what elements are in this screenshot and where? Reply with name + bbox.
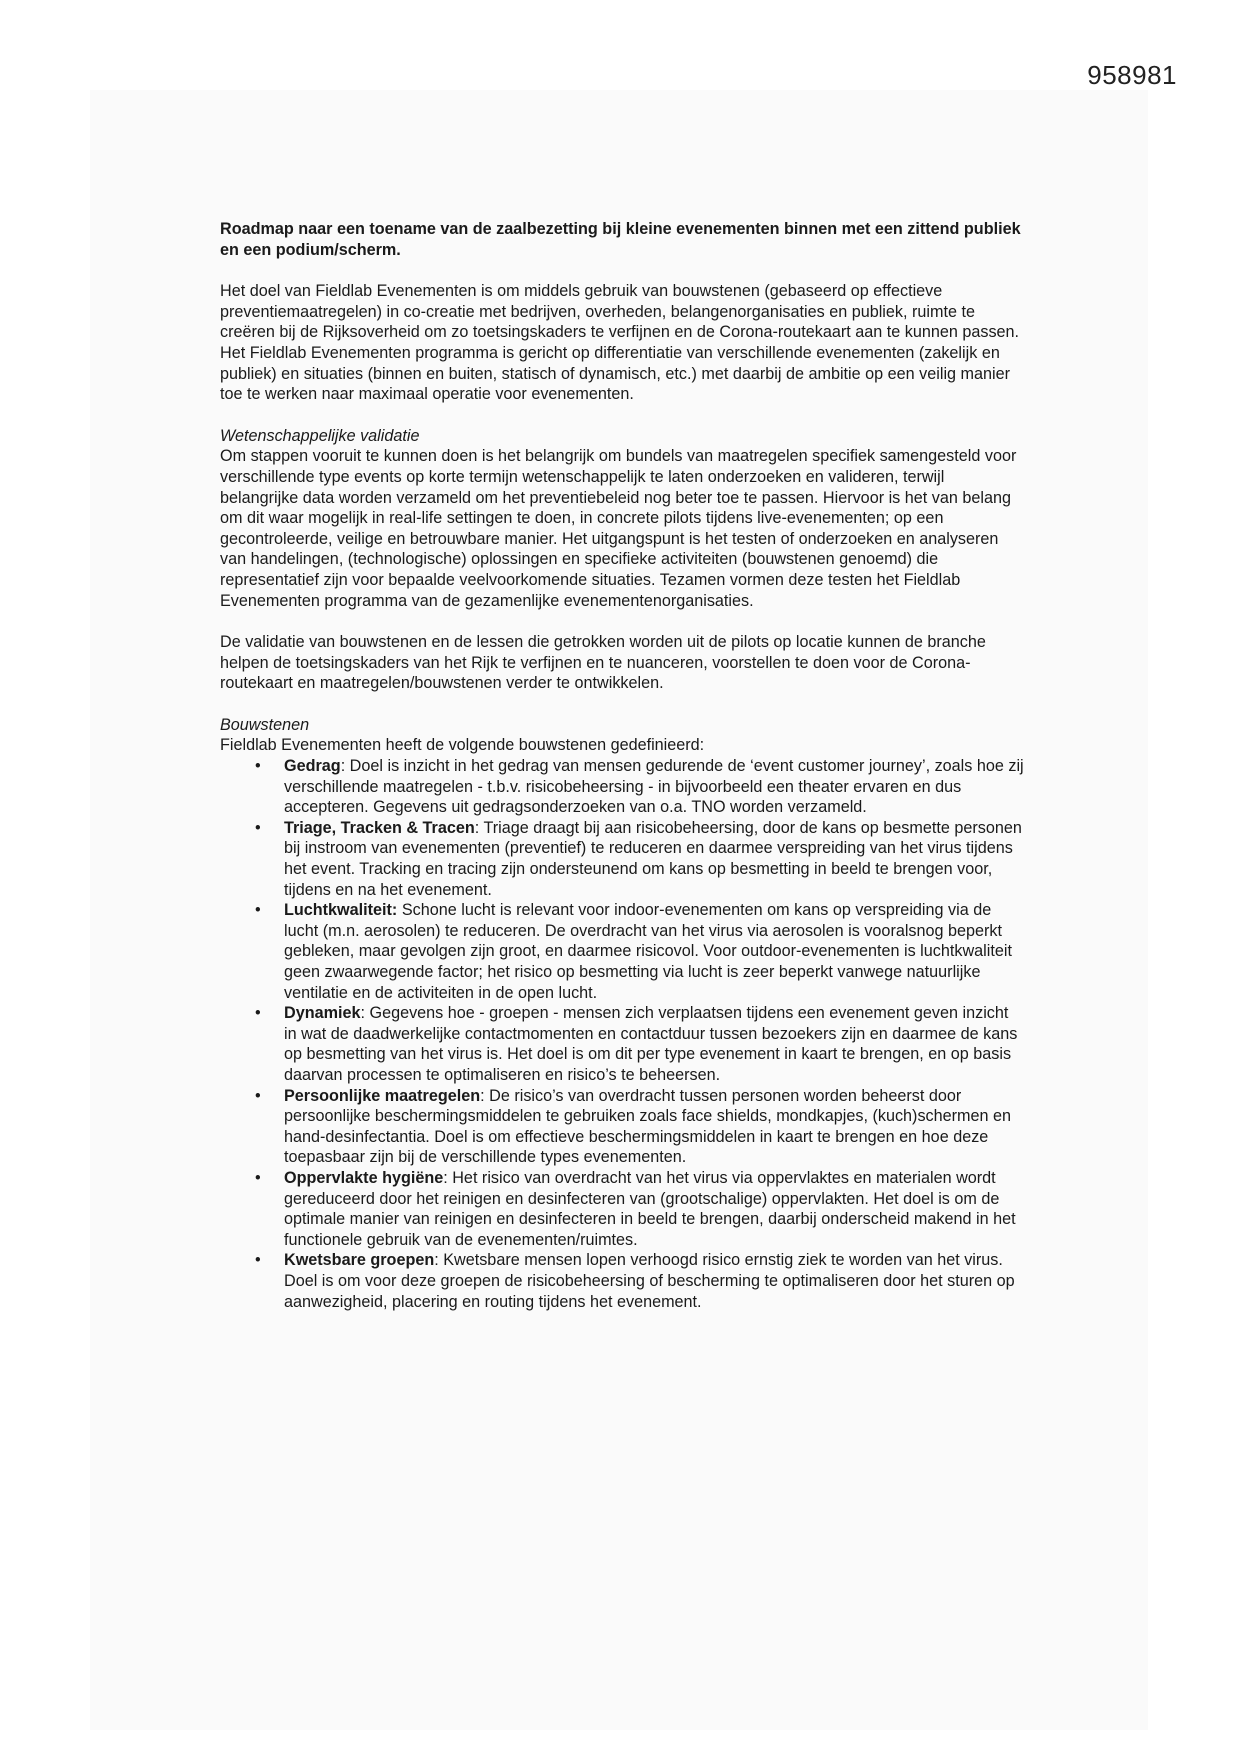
list-item-term: Luchtkwaliteit:	[284, 901, 398, 920]
list-item-term: Persoonlijke maatregelen	[284, 1086, 481, 1105]
building-blocks-heading: Bouwstenen	[220, 715, 310, 734]
list-item-text: : Doel is inzicht in het gedrag van mensen gedurende de ‘event customer journey’, zoals hoe zij verschillende maatregelen - t.b.v. risicobeheersing - in bijvoorbeeld een theater ervaren en dus accepteren. Gegevens uit gedragsonderzoeken van o.a. TNO worden verzameld.	[284, 757, 1024, 817]
validation-paragraph-1: Om stappen vooruit te kunnen doen is het belangrijk om bundels van maatregelen specifiek samengesteld voor verschillende type events op korte termijn wetenschappelijk te laten onderzoeken en valideren, terwijl belangrijke data worden verzameld om het preventiebeleid nog beter toe te passen. Hiervoor is het van belang om dit waar mogelijk in real-life settingen te doen, in concrete pilots tijdens live-evenementen; op een gecontroleerde, veilige en betrouwbare manier. Het uitgangspunt is het testen of onderzoeken en analyseren van handelingen, (technologische) oplossingen en specifieke activiteiten (bouwstenen genoemd) die representatief zijn voor bepaalde veelvoorkomende situaties. Tezamen vormen deze testen het Fieldlab Evenementen programma van de gezamenlijke evenementenorganisaties.	[220, 447, 1017, 610]
bullet-icon: •	[255, 818, 261, 837]
list-item-term: Oppervlakte hygiëne	[284, 1168, 444, 1187]
list-item-text: : Triage draagt bij aan risicobeheersing, door de kans op besmette personen bij instroom van evenementen (preventief) te reduceren en daarmee verspreiding van het virus tijdens het event. Tracking en tracing zijn ondersteunend om kans op besmetting in beeld te brengen voor, tijdens en na het evenement.	[284, 818, 1022, 899]
list-item-oppervlakte-hygiene	[220, 1168, 1025, 1250]
document-number: 958981	[1087, 60, 1177, 90]
list-item-text: : Het risico van overdracht van het virus via oppervlaktes en materialen wordt gereduceerd door het reinigen en desinfecteren van (grootschalige) oppervlakten. Het doel is om de optimale manier van reinigen en desinfecteren in beeld te brengen, daarbij onderscheid makend in het functionele gebruik van de evenementen/ruimtes.	[284, 1168, 1016, 1249]
list-item-term: Kwetsbare groepen	[284, 1251, 435, 1270]
list-item-term: Gedrag	[284, 757, 341, 776]
building-blocks-intro: Fieldlab Evenementen heeft de volgende bouwstenen gedefinieerd:	[220, 736, 705, 755]
bullet-icon: •	[255, 901, 261, 920]
list-item-dynamiek	[220, 1003, 1025, 1085]
list-item-text: Schone lucht is relevant voor indoor-evenementen om kans op verspreiding via de lucht (m.n. aerosolen) te reduceren. De overdracht van het virus via aerosolen is vooralsnog beperkt gebleken, maar gevolgen zijn groot, en daarmee risicovol. Voor outdoor-evenementen is luchtkwaliteit geen zwaarwegende factor; het risico op besmetting via lucht is zeer beperkt vanwege natuurlijke ventilatie en de activiteiten in de open lucht.	[284, 901, 1012, 1002]
document-title: Roadmap naar een toename van de zaalbezetting bij kleine evenementen binnen met een zittend publiek en een podium/scherm.	[220, 220, 1021, 259]
list-item-text: : Kwetsbare mensen lopen verhoogd risico ernstig ziek te worden van het virus. Doel is om voor deze groepen de risicobeheersing of bescherming te optimaliseren door het sturen op aanwezigheid, placering en routing tijdens het evenement.	[284, 1251, 1015, 1311]
bullet-icon: •	[255, 1004, 261, 1023]
building-blocks-list	[220, 756, 1025, 1312]
bullet-icon: •	[255, 1251, 261, 1270]
validation-paragraph-2: De validatie van bouwstenen en de lessen die getrokken worden uit de pilots op locatie kunnen de branche helpen de toetsingskaders van het Rijk te verfijnen en te nuanceren, voorstellen te doen voor de Corona-routekaart en maatregelen/bouwstenen verder te ontwikkelen.	[220, 633, 986, 693]
list-item-gedrag	[220, 756, 1025, 818]
document-body	[220, 219, 1025, 1312]
bullet-icon: •	[255, 757, 261, 776]
list-item-persoonlijke-maatregelen	[220, 1086, 1025, 1168]
list-item-triage	[220, 818, 1025, 900]
list-item-luchtkwaliteit	[220, 900, 1025, 1003]
list-item-kwetsbare-groepen	[220, 1250, 1025, 1312]
list-item-text: : Gegevens hoe - groepen - mensen zich verplaatsen tijdens een evenement geven inzicht in wat de daadwerkelijke contactmomenten en contactduur tussen bezoekers zijn en daarmee de kans op besmetting van het virus is. Het doel is om dit per type evenement in kaart te brengen, en op basis daarvan processen te optimaliseren en risico’s te beheersen.	[284, 1004, 1018, 1084]
list-item-term: Dynamiek	[284, 1004, 361, 1023]
bullet-icon: •	[255, 1168, 261, 1187]
intro-paragraph: Het doel van Fieldlab Evenementen is om middels gebruik van bouwstenen (gebaseerd op effectieve preventiemaatregelen) in co-creatie met bedrijven, overheden, belangenorganisaties en publiek, ruimte te creëren bij de Rijksoverheid om zo toetsingskaders te verfijnen en de Corona-routekaart aan te kunnen passen. Het Fieldlab Evenementen programma is gericht op differentiatie van verschillende evenementen (zakelijk en publiek) en situaties (binnen en buiten, statisch of dynamisch, etc.) met daarbij de ambitie op een veilig manier toe te werken naar maximaal operatie voor evenementen.	[220, 282, 1020, 404]
list-item-term: Triage, Tracken & Tracen	[284, 818, 475, 837]
validation-heading: Wetenschappelijke validatie	[220, 426, 420, 445]
list-item-text: : De risico’s van overdracht tussen personen worden beheerst door persoonlijke beschermingsmiddelen te gebruiken zoals face shields, mondkapjes, (kuch)schermen en hand-desinfectantia. Doel is om effectieve beschermingsmiddelen in kaart te brengen en hoe deze toepasbaar zijn bij de verschillende types evenementen.	[284, 1086, 1012, 1167]
bullet-icon: •	[255, 1086, 261, 1105]
